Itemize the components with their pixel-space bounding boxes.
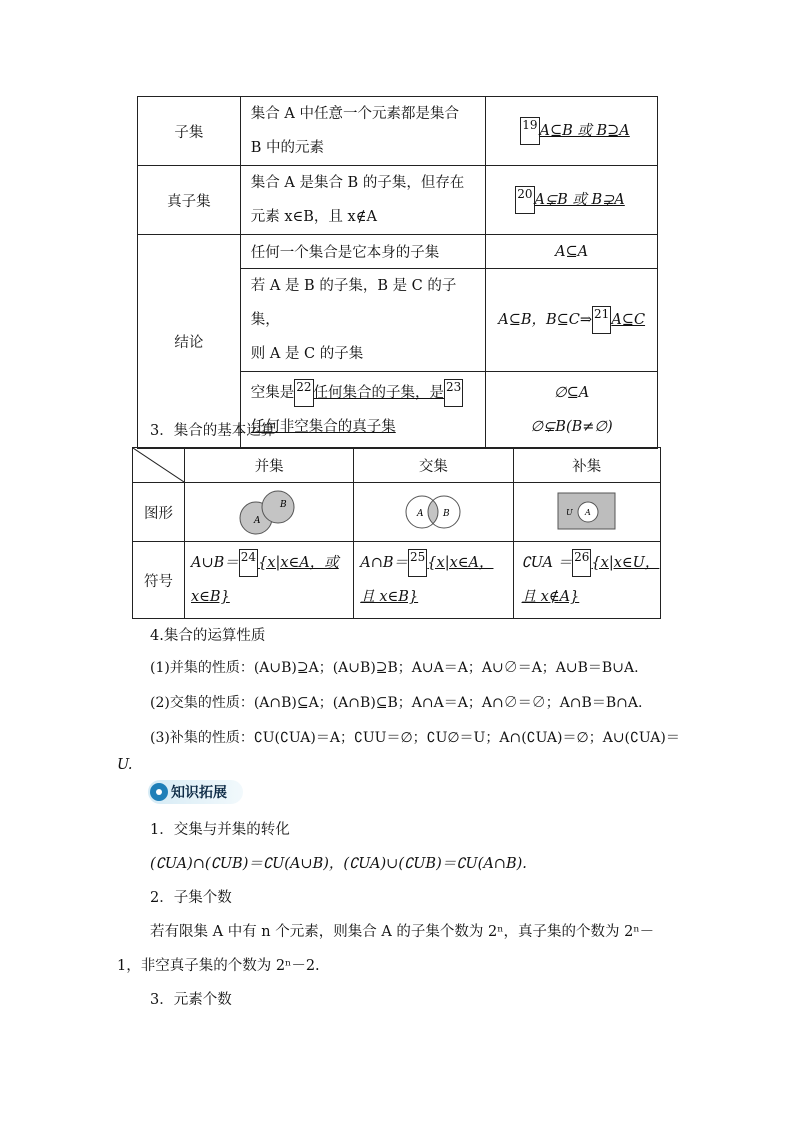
conclusion-2-answer: A⊆B，B⊆C⇒ 21 A⊆C [486, 269, 658, 372]
intersection-properties: (2)交集的性质：(A∩B)⊆A；(A∩B)⊆B；A∩A＝A；A∩∅＝∅；A∩B＝B∩A. [150, 695, 643, 711]
diagonal-line [133, 448, 184, 482]
row-label-figure: 图形 [133, 483, 185, 542]
conclusion-3-text: 空集是 22 任何集合的子集，是 23 任何非空集合的真子集 [240, 372, 485, 449]
section-4-title: 4.集合的运算性质 [150, 628, 266, 644]
conclusion-2-text: 若 A 是 B 的子集，B 是 C 的子集， 则 A 是 C 的子集 [240, 269, 485, 372]
complement-venn-cell [513, 483, 660, 542]
union-venn-diagram [234, 488, 304, 536]
subset-table [137, 96, 658, 449]
knowledge-extension-badge [148, 780, 243, 804]
conclusion-1-answer: A⊆A [486, 235, 658, 269]
conclusion-3-answer: ∅⊆A ∅⊊B(B≠∅) [486, 372, 658, 449]
complement-symbol-cell: ∁UA ＝ 26 {x|x∈U， 且 x∉A} [513, 542, 660, 619]
de-morgan-formula: (∁UA)∩(∁UB)＝∁U(A∪B)，(∁UA)∪(∁UB)＝∁U(A∩B). [150, 856, 527, 872]
intersection-label-a: A [417, 509, 424, 519]
complement-label-u: U [565, 508, 573, 517]
section-3-title: 3．集合的基本运算 [150, 423, 276, 439]
subset-count-line-2: 1，非空真子集的个数为 2ⁿ－2. [117, 958, 320, 974]
intersection-venn-diagram [398, 488, 468, 536]
complement-label-a: A [584, 508, 591, 517]
ext-title-3: 3．元素个数 [150, 992, 232, 1008]
intersection-venn-cell [354, 483, 513, 542]
intersection-symbol-cell: A∩B＝ 25 {x|x∈A， 且 x∈B} [354, 542, 513, 619]
conclusion-1-text: 任何一个集合是它本身的子集 [240, 235, 485, 269]
union-label-a: A [254, 516, 261, 526]
row-label-subset: 子集 [138, 97, 241, 166]
header-union: 并集 [185, 448, 354, 483]
proper-subset-answer: 20 A⊊B 或 B⊋A [486, 166, 658, 235]
header-complement: 补集 [513, 448, 660, 483]
row-label-symbol: 符号 [133, 542, 185, 619]
subset-count-line-1: 若有限集 A 中有 n 个元素，则集合 A 的子集个数为 2ⁿ，真子集的个数为 2ⁿ－ [150, 924, 655, 940]
diagonal-header-cell [133, 448, 185, 483]
operations-table [132, 447, 661, 619]
complement-venn-diagram [557, 492, 617, 532]
complement-properties-continued: U. [117, 757, 133, 773]
union-properties: (1)并集的性质：(A∪B)⊇A；(A∪B)⊇B；A∪A＝A；A∪∅＝A；A∪B＝B∪A. [150, 660, 639, 676]
union-venn-cell [185, 483, 354, 542]
row-label-proper-subset: 真子集 [138, 166, 241, 235]
union-symbol-cell: A∪B＝ 24 {x|x∈A，或 x∈B} [185, 542, 354, 619]
subset-answer: 19 A⊆B 或 B⊇A [486, 97, 658, 166]
bullet-icon [150, 783, 168, 801]
complement-properties: (3)补集的性质：∁U(∁UA)＝A；∁UU＝∅；∁U∅＝U；A∩(∁UA)＝∅；A∪(∁UA)＝ [150, 730, 680, 746]
row-label-conclusion: 结论 [138, 235, 241, 449]
ext-title-1: 1．交集与并集的转化 [150, 822, 290, 838]
subset-definition: 集合 A 中任意一个元素都是集合 B 中的元素 [240, 97, 485, 166]
badge-label: 知识拓展 [171, 785, 227, 801]
proper-subset-definition: 集合 A 是集合 B 的子集，但存在 元素 x∈B，且 x∉A [240, 166, 485, 235]
header-intersection: 交集 [354, 448, 513, 483]
ext-title-2: 2．子集个数 [150, 890, 232, 906]
intersection-label-b: B [443, 509, 451, 519]
union-label-b: B [280, 500, 287, 510]
